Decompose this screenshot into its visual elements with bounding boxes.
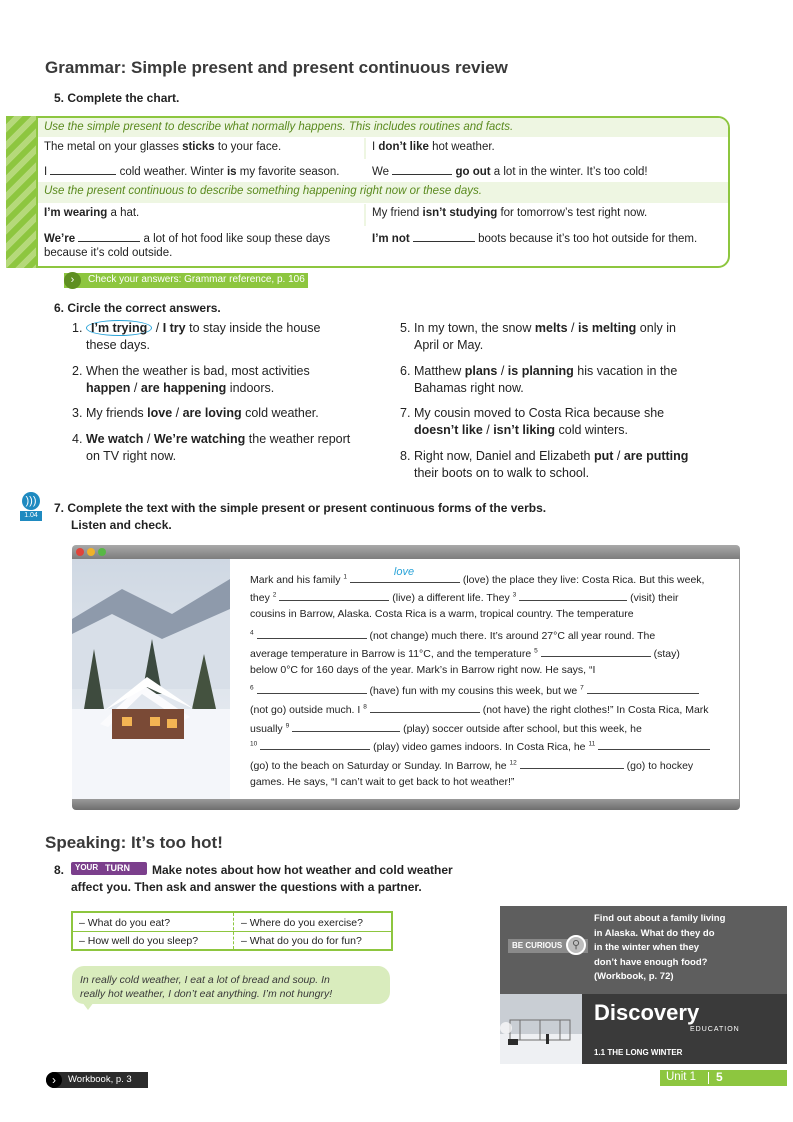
answer-blank-5[interactable] [541,645,651,657]
text-line-1: Mark and his family $^1$ love (love) the place they live: Costa Rica. But this week, [250,566,705,586]
chevron-right-icon: › [46,1072,62,1088]
audio-track-button[interactable] [20,492,42,522]
answer-option[interactable]: is planning [507,364,574,378]
chart-cell: I’m wearing a hat. [38,204,364,226]
exercise-8-number: 8. [54,863,65,877]
circle-item-4: 4. We watch / We’re watching the weather report on TV right now. [72,432,351,463]
discovery-education-label: EDUCATION [690,1026,740,1033]
chart-row [38,138,728,159]
maximize-dot-icon [98,548,106,556]
window-titlebar [72,545,740,559]
answer-blank[interactable] [78,231,140,242]
audio-track-number: 1.04 [20,511,42,521]
question-item: – How well do you sleep? [79,935,199,947]
close-dot-icon [76,548,84,556]
circle-item-2: 2. When the weather is bad, most activities happen / are happening indoors. [72,364,310,395]
answer-blank-1[interactable] [350,566,460,583]
answer-option[interactable]: is melting [577,321,637,335]
workbook-link[interactable] [46,1072,148,1088]
window-bottom-bar [72,799,740,810]
page-number-bar [660,1070,787,1086]
discovery-logo: Discovery [594,1000,700,1025]
be-curious-text: Find out about a family living in Alaska. What do they do in the winter when they don’t have enough food? (Workbook, p. 72) [594,913,726,982]
circle-item-5: 5. In my town, the snow melts / is melting only in April or May. [400,321,676,352]
footer-divider [708,1072,709,1084]
answer-option[interactable]: isn’t liking [493,423,556,437]
answer-option[interactable]: are happening [140,381,227,395]
exercise-7-subheading: Listen and check. [71,518,172,532]
speech-bubble [72,966,390,1004]
exercise-6-heading: 6. Circle the correct answers. [54,301,221,315]
answer-blank-12[interactable] [520,757,624,769]
circle-item-1: 1. I’m trying / I try to stay inside the house these days. [72,321,321,352]
answer-option[interactable]: We’re watching [153,432,246,446]
answer-option[interactable]: love [147,406,173,420]
answer-blank-10[interactable] [260,738,370,750]
text-line-10: $^{10}$ (play) video games indoors. In Costa Rica, he $^{11}$ [250,738,710,753]
bubble-text-2: really hot weather, I don’t eat anything. I’m not hungry! [80,988,333,1000]
text-line-2: they $^2$ (live) a different life. They $^3$ (visit) their [250,589,679,604]
circle-item-7: 7. My cousin moved to Costa Rica because she doesn’t like / isn’t liking cold winters. [400,406,665,437]
video-panel[interactable] [500,994,787,1064]
answer-blank-2[interactable] [279,589,389,601]
page-number: 5 [716,1070,723,1084]
answer-blank-11[interactable] [598,738,710,750]
chart-row [38,204,728,226]
question-item: – What do you do for fun? [241,935,362,947]
unit-label: Unit 1 [666,1071,697,1083]
minimize-dot-icon [87,548,95,556]
chart-note-row [38,118,728,137]
text-line-9: usually $^9$ (play) soccer outside after school, but this week, he [250,720,642,735]
chart-cell: I cold weather. Winter is my favorite season. [44,166,340,178]
be-curious-panel [500,906,787,994]
workbook-label: Workbook, p. 3 [68,1074,132,1085]
text-line-3: cousins in Barrow, Alaska. Costa Rica is a warm, tropical country. The temperature [250,608,634,620]
text-line-12: games. He says, “I can’t wait to get back to hot weather!” [250,776,515,788]
snowy-cabin-photo [72,559,230,799]
answer-option[interactable]: plans [464,364,498,378]
text-line-11: (go) to the beach on Saturday or Sunday. In Barrow, he $^{12}$ (go) to hockey [250,757,693,772]
answer-option[interactable]: are loving [182,406,242,420]
audio-icon: ))) [22,492,40,510]
grammar-chart [36,116,730,268]
text-line-6: below 0°C for 160 days of the year. Mark’s in Barrow right now. He says, “I [250,664,596,676]
exercise-8-instruction-1: Make notes about how hot weather and cold weather [152,863,453,877]
exercise-7-heading: 7. Complete the text with the simple present or present continuous forms of the verbs. [54,501,547,515]
text-line-7: $^6$ (have) fun with my cousins this week, but we $^7$ [250,682,699,697]
video-title: 1.1 THE LONG WINTER [594,1048,683,1057]
speaking-title: Speaking: It’s too hot! [45,833,223,852]
chart-cell: We go out a lot in the winter. It’s too cold! [372,166,648,178]
answer-blank-7[interactable] [587,682,699,694]
bubble-tail [82,1002,94,1010]
exercise-8-instruction-2: affect you. Then ask and answer the questions with a partner. [71,880,422,894]
chart-cell: We’re a lot of hot food like soup these days because it’s cold outside. [44,233,331,259]
answer-option[interactable]: are putting [623,449,689,463]
chart-note-present-continuous: Use the present continuous to describe something happening right now or these days. [44,185,482,197]
check-answers-label: Check your answers: Grammar reference, p. 106 [88,274,305,285]
chart-note-row [38,182,728,203]
chart-note-simple-present: Use the simple present to describe what normally happens. This includes routines and facts. [44,121,514,133]
chart-row [38,228,728,266]
keyhole-icon: ⚲ [566,935,586,955]
be-curious-label: BE CURIOUS [508,939,588,953]
decorative-stripes [6,116,38,268]
answer-blank-6[interactable] [257,682,367,694]
text-line-8: (not go) outside much. I $^8$ (not have) the right clothes!” In Costa Rica, Mark [250,701,709,716]
table-divider [73,931,391,932]
answer-option[interactable]: doesn’t like [414,423,483,437]
circled-answer[interactable]: I’m trying [86,320,152,336]
answer-blank[interactable] [413,231,475,242]
text-line-4: $^4$ (not change) much there. It’s around 27°C all year round. The [250,627,655,642]
answer-blank-9[interactable] [292,720,400,732]
text-line-5: average temperature in Barrow is 11°C, and the temperature $^5$ (stay) [250,645,680,660]
your-label: YOUR [75,863,99,872]
answer-option[interactable]: I try [162,321,186,335]
answer-blank-4[interactable] [257,627,367,639]
chart-cell: The metal on your glasses sticks to your face. [38,138,364,159]
circle-item-8: 8. Right now, Daniel and Elizabeth put / are putting their boots on to walk to school. [400,449,689,480]
questions-table [71,911,393,951]
video-thumbnail [500,994,582,1064]
chart-row [38,161,728,182]
answer-blank-3[interactable] [519,589,627,601]
circle-item-6: 6. Matthew plans / is planning his vacation in the Bahamas right now. [400,364,678,395]
answer-blank-8[interactable] [370,701,480,713]
your-turn-badge [71,862,147,875]
question-item: – Where do you exercise? [241,917,363,929]
chevron-right-icon: › [64,272,81,289]
turn-label: TURN [105,863,130,873]
answer-blank[interactable] [50,164,116,175]
answer-option[interactable]: put [593,449,614,463]
answer-option[interactable]: happen [86,381,131,395]
sample-answer: love [393,566,415,578]
page-title: Grammar: Simple present and present continuous review [45,58,508,77]
answer-option[interactable]: We watch [86,432,144,446]
chart-cell: My friend isn’t studying for tomorrow’s test right now. [366,204,728,226]
chart-cell: I don’t like hot weather. [366,138,728,159]
answer-option[interactable]: melts [534,321,568,335]
bubble-text-1: In really cold weather, I eat a lot of bread and soup. In [80,974,330,986]
check-answers-link[interactable] [64,273,308,288]
exercise-5-heading: 5. Complete the chart. [54,91,180,105]
question-item: – What do you eat? [79,917,171,929]
answer-blank[interactable] [392,164,452,175]
chart-cell: I’m not boots because it’s too hot outside for them. [372,233,698,245]
circle-item-3: 3. My friends love / are loving cold weather. [72,406,319,420]
